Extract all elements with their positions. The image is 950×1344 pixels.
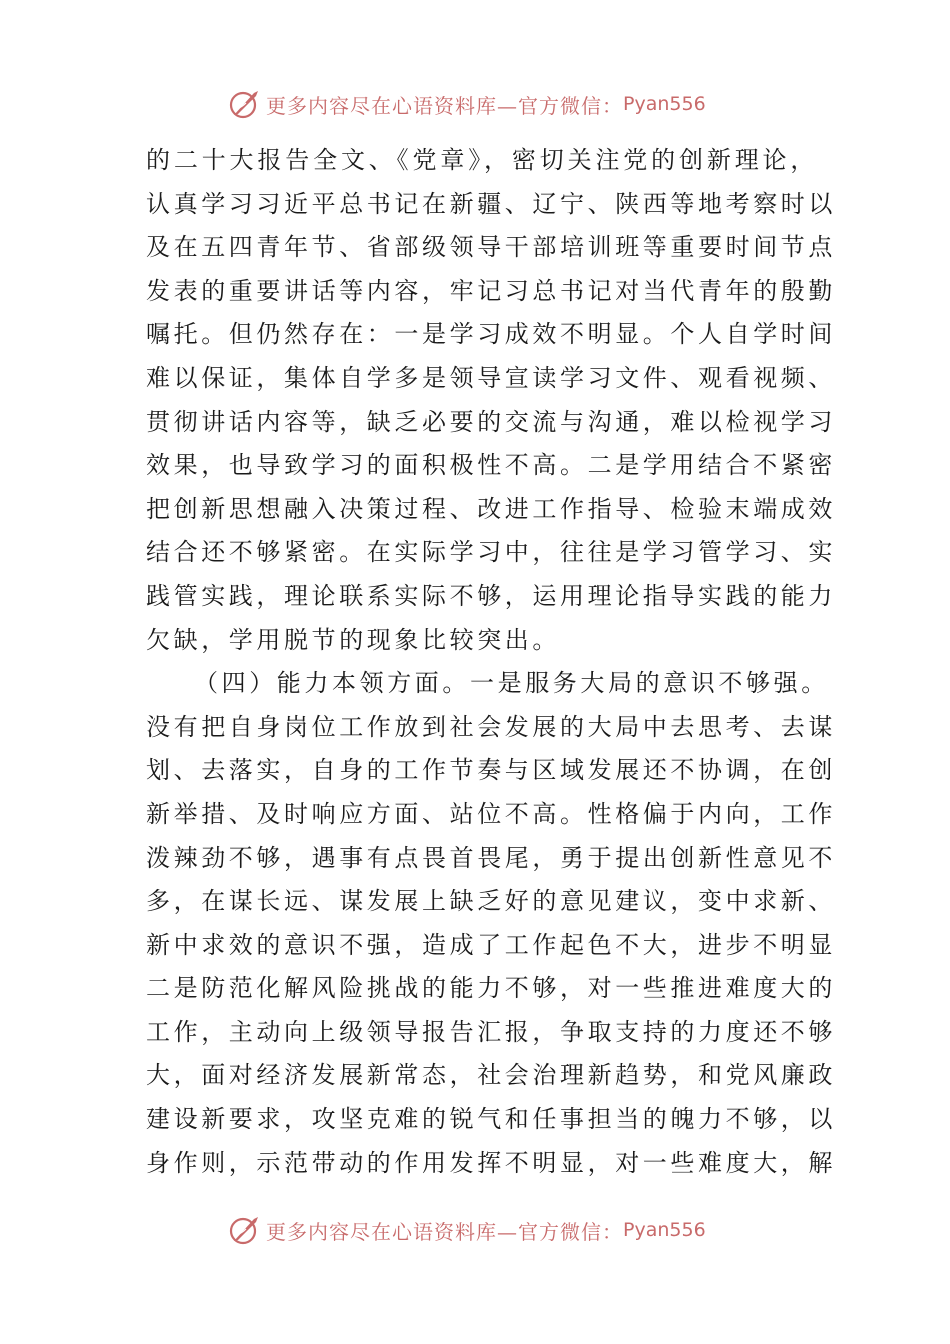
text-line: 二是防范化解风险挑战的能力不够，对一些推进难度大的 bbox=[146, 974, 836, 1003]
text-line: 泼辣劲不够，遇事有点畏首畏尾，勇于提出创新性意见不 bbox=[146, 843, 836, 872]
quill-pen-logo-icon bbox=[228, 87, 262, 121]
watermark-wechat-id: Pyan556 bbox=[623, 1219, 706, 1241]
text-line: 大，面对经济发展新常态，社会治理新趋势，和党风廉政 bbox=[146, 1061, 836, 1090]
text-line: 欠缺，学用脱节的现象比较突出。 bbox=[146, 625, 560, 654]
text-line: 多，在谋长远、谋发展上缺乏好的意见建议，变中求新、 bbox=[146, 887, 836, 916]
text-line: 及在五四青年节、省部级领导干部培训班等重要时间节点 bbox=[146, 233, 836, 262]
footer-watermark bbox=[228, 1212, 748, 1248]
text-line: 结合还不够紧密。在实际学习中，往往是学习管学习、实 bbox=[146, 538, 836, 567]
text-line: 认真学习习近平总书记在新疆、辽宁、陕西等地考察时以 bbox=[146, 189, 836, 218]
quill-pen-logo-icon bbox=[228, 1213, 262, 1247]
text-line: 把创新思想融入决策过程、改进工作指导、检验末端成效 bbox=[146, 494, 836, 523]
text-line: 践管实践，理论联系实际不够，运用理论指导实践的能力 bbox=[146, 581, 836, 610]
text-line: 没有把自身岗位工作放到社会发展的大局中去思考、去谋 bbox=[146, 712, 836, 741]
text-line: 的二十大报告全文、《党章》，密切关注党的创新理论， bbox=[146, 146, 818, 174]
text-line: 工作，主动向上级领导报告汇报，争取支持的力度还不够 bbox=[146, 1017, 836, 1046]
watermark-label: 更多内容尽在心语资料库—官方微信： bbox=[266, 93, 623, 118]
section-heading-line: （四）能力本领方面。一是服务大局的意识不够强。 bbox=[194, 669, 829, 698]
text-line: 发表的重要讲话等内容，牢记习总书记对当代青年的殷勤 bbox=[146, 276, 836, 305]
text-line: 贯彻讲话内容等，缺乏必要的交流与沟通，难以检视学习 bbox=[146, 407, 836, 436]
text-line: 身作则，示范带动的作用发挥不明显，对一些难度大，解 bbox=[146, 1148, 836, 1177]
text-line: 难以保证，集体自学多是领导宣读学习文件、观看视频、 bbox=[146, 363, 836, 392]
watermark-wechat-id: Pyan556 bbox=[623, 93, 706, 115]
text-line: 嘱托。但仍然存在：一是学习成效不明显。个人自学时间 bbox=[146, 320, 836, 349]
text-line: 效果，也导致学习的面积极性不高。二是学用结合不紧密 bbox=[146, 451, 836, 480]
watermark-label: 更多内容尽在心语资料库—官方微信： bbox=[266, 1219, 623, 1244]
text-line: 划、去落实，自身的工作节奏与区域发展还不协调，在创 bbox=[146, 756, 836, 785]
text-line: 建设新要求，攻坚克难的锐气和任事担当的魄力不够，以 bbox=[146, 1105, 836, 1134]
text-line: 新举措、及时响应方面、站位不高。性格偏于内向，工作 bbox=[146, 799, 836, 828]
header-watermark bbox=[228, 86, 748, 122]
text-line: 新中求效的意识不强，造成了工作起色不大，进步不明显 bbox=[146, 930, 836, 959]
document-body bbox=[146, 139, 836, 1185]
